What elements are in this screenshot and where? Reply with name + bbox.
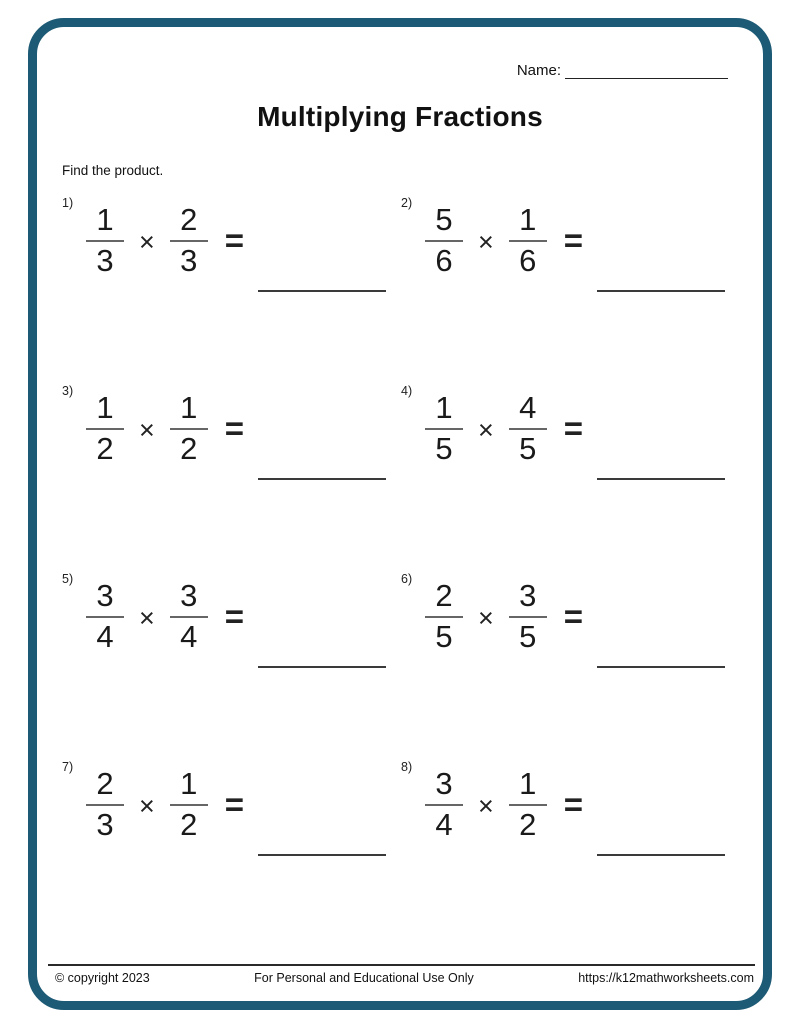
fraction-2	[170, 392, 208, 465]
fraction-bar	[86, 240, 124, 242]
answer-blank[interactable]	[258, 854, 386, 856]
problem-8	[401, 760, 740, 856]
name-blank-line[interactable]	[565, 61, 728, 79]
denominator: 6	[519, 243, 537, 278]
footer-usage-text: For Personal and Educational Use Only	[254, 971, 474, 985]
denominator: 6	[435, 243, 453, 278]
numerator: 2	[180, 202, 198, 238]
fraction-2	[509, 204, 547, 277]
denominator: 2	[519, 807, 537, 842]
equals-sign: =	[563, 222, 584, 259]
denominator: 5	[519, 619, 537, 654]
fraction-1	[86, 204, 124, 277]
fraction-2	[170, 768, 208, 841]
fraction-1	[425, 392, 463, 465]
answer-blank[interactable]	[258, 290, 386, 292]
numerator: 1	[96, 202, 114, 238]
answer-blank[interactable]	[597, 290, 725, 292]
numerator: 1	[519, 766, 537, 802]
multiply-sign: ×	[478, 414, 494, 445]
fraction-2	[170, 580, 208, 653]
problem-number: 7)	[62, 760, 74, 774]
problem-2	[401, 196, 740, 292]
fraction-1	[425, 580, 463, 653]
denominator: 5	[435, 619, 453, 654]
equals-sign: =	[224, 598, 245, 635]
multiply-sign: ×	[139, 602, 155, 633]
equation	[425, 198, 583, 284]
equation	[86, 198, 244, 284]
footer-copyright: © copyright 2023	[55, 971, 150, 985]
denominator: 3	[180, 243, 198, 278]
numerator: 3	[519, 578, 537, 614]
multiply-sign: ×	[139, 414, 155, 445]
problem-4	[401, 384, 740, 480]
denominator: 2	[180, 807, 198, 842]
numerator: 1	[519, 202, 537, 238]
denominator: 4	[180, 619, 198, 654]
denominator: 2	[180, 431, 198, 466]
numerator: 1	[96, 390, 114, 426]
fraction-bar	[170, 804, 208, 806]
equation	[86, 574, 244, 660]
multiply-sign: ×	[478, 790, 494, 821]
equation	[86, 762, 244, 848]
denominator: 4	[435, 807, 453, 842]
answer-blank[interactable]	[258, 666, 386, 668]
footer-divider	[48, 964, 755, 966]
fraction-bar	[170, 616, 208, 618]
numerator: 3	[435, 766, 453, 802]
fraction-1	[425, 768, 463, 841]
fraction-bar	[425, 428, 463, 430]
numerator: 3	[180, 578, 198, 614]
name-label: Name:	[516, 62, 561, 79]
multiply-sign: ×	[139, 790, 155, 821]
denominator: 3	[96, 243, 114, 278]
answer-blank[interactable]	[597, 478, 725, 480]
problem-7	[62, 760, 401, 856]
equals-sign: =	[224, 786, 245, 823]
fraction-bar	[509, 428, 547, 430]
fraction-1	[425, 204, 463, 277]
fraction-bar	[509, 240, 547, 242]
answer-blank[interactable]	[258, 478, 386, 480]
problem-5	[62, 572, 401, 668]
multiply-sign: ×	[478, 602, 494, 633]
numerator: 1	[435, 390, 453, 426]
fraction-1	[86, 580, 124, 653]
numerator: 3	[96, 578, 114, 614]
equation	[425, 762, 583, 848]
multiply-sign: ×	[478, 226, 494, 257]
fraction-2	[170, 204, 208, 277]
fraction-2	[509, 392, 547, 465]
fraction-bar	[86, 428, 124, 430]
equation	[425, 386, 583, 472]
problem-6	[401, 572, 740, 668]
numerator: 1	[180, 766, 198, 802]
problem-number: 4)	[401, 384, 413, 398]
fraction-2	[509, 580, 547, 653]
problem-number: 1)	[62, 196, 74, 210]
fraction-2	[509, 768, 547, 841]
numerator: 5	[435, 202, 453, 238]
fraction-bar	[425, 804, 463, 806]
problem-1	[62, 196, 401, 292]
name-row	[517, 61, 728, 79]
problem-number: 5)	[62, 572, 74, 586]
footer-url: https://k12mathworksheets.com	[578, 971, 754, 985]
denominator: 5	[519, 431, 537, 466]
problem-number: 3)	[62, 384, 74, 398]
multiply-sign: ×	[139, 226, 155, 257]
fraction-bar	[425, 616, 463, 618]
problem-number: 6)	[401, 572, 413, 586]
denominator: 3	[96, 807, 114, 842]
numerator: 4	[519, 390, 537, 426]
numerator: 2	[435, 578, 453, 614]
footer	[55, 971, 754, 985]
answer-blank[interactable]	[597, 854, 725, 856]
fraction-bar	[170, 428, 208, 430]
answer-blank[interactable]	[597, 666, 725, 668]
fraction-bar	[86, 804, 124, 806]
denominator: 5	[435, 431, 453, 466]
equation	[86, 386, 244, 472]
equals-sign: =	[224, 410, 245, 447]
denominator: 4	[96, 619, 114, 654]
problems-grid	[62, 196, 740, 856]
denominator: 2	[96, 431, 114, 466]
fraction-bar	[425, 240, 463, 242]
fraction-1	[86, 768, 124, 841]
equals-sign: =	[224, 222, 245, 259]
fraction-bar	[170, 240, 208, 242]
problem-3	[62, 384, 401, 480]
numerator: 2	[96, 766, 114, 802]
equation	[425, 574, 583, 660]
problem-number: 8)	[401, 760, 413, 774]
instruction-text: Find the product.	[62, 163, 164, 178]
fraction-bar	[86, 616, 124, 618]
fraction-bar	[509, 804, 547, 806]
equals-sign: =	[563, 786, 584, 823]
problem-number: 2)	[401, 196, 413, 210]
fraction-bar	[509, 616, 547, 618]
page-title: Multiplying Fractions	[257, 101, 543, 132]
equals-sign: =	[563, 598, 584, 635]
numerator: 1	[180, 390, 198, 426]
equals-sign: =	[563, 410, 584, 447]
fraction-1	[86, 392, 124, 465]
